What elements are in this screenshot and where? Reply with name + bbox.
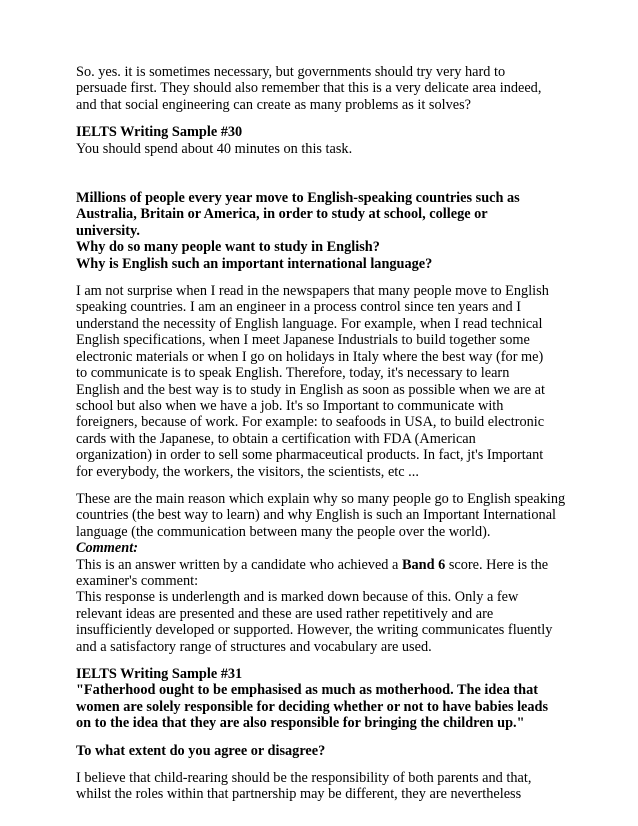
text-line: whilst the roles within that partnership may be different, they are nevertheless	[76, 786, 522, 803]
examiner-comment	[76, 540, 576, 655]
text-line: English specifications, when I meet Japanese Industrials to build together some	[76, 332, 530, 349]
text-line: and a satisfactory range of structures and vocabulary are used.	[76, 638, 432, 655]
sample-31-heading: IELTS Writing Sample #31	[76, 666, 243, 682]
text-line: English and the best way is to study in English as soon as possible when we are at	[76, 381, 545, 398]
text-line: Australia, Britain or America, in order to study at school, college or	[76, 206, 488, 223]
text-line: and that social engineering can create as many problems as it solves?	[76, 96, 472, 113]
text-line: Why do so many people want to study in English?	[76, 239, 380, 256]
text-line: to communicate is to speak English. Therefore, today, it's necessary to learn	[76, 365, 510, 382]
sample-31-header	[76, 666, 576, 732]
text-line: language (the communication between many the people over the world).	[76, 523, 491, 540]
band-score: Band 6	[401, 556, 446, 573]
text-line: on to the idea that they are also responsible for bringing the children up."	[76, 715, 525, 732]
text-line: So. yes. it is sometimes necessary, but governments should try very hard to	[76, 64, 506, 80]
text-line: understand the necessity of English language. For example, when I read technical	[76, 315, 543, 332]
text-line: I am not surprise when I read in the newspapers that many people move to English	[76, 283, 549, 300]
text-line: organization) in order to sell some pharmaceutical products. In fact, jt's Important	[76, 447, 544, 464]
text-line: school but also when we have a job. It's so Important to communicate with	[76, 397, 504, 414]
text-line: speaking countries. I am an engineer in a process control since ten years and I	[76, 299, 522, 316]
text-line: persuade first. They should also remember that this is a very delicate area indeed,	[76, 80, 542, 97]
sample-30-answer-paragraph-2	[76, 491, 576, 540]
paragraph-intro	[76, 64, 576, 113]
comment-intro-line	[76, 557, 576, 573]
sample-31-question	[76, 743, 576, 759]
text-line: cards with the Japanese, to obtain a certification with FDA (American	[76, 430, 476, 447]
text-line: relevant ideas are presented and these are used rather repetitively and are	[76, 605, 494, 622]
text-line: women are solely responsible for deciding whether or not to have babies leads	[76, 698, 549, 715]
text-line: "Fatherhood ought to be emphasised as much as motherhood. The idea that	[76, 682, 539, 699]
comment-label: Comment:	[76, 540, 138, 557]
text-line: for everybody, the workers, the visitors, the scientists, etc ...	[76, 463, 419, 480]
sample-30-heading: IELTS Writing Sample #30	[76, 124, 243, 141]
sample-31-answer	[76, 770, 576, 803]
sample-30-instruction: You should spend about 40 minutes on this task.	[76, 140, 353, 157]
sample-30-answer-paragraph-1	[76, 283, 576, 480]
text-line: examiner's comment:	[76, 572, 199, 589]
text-line: Millions of people every year move to English-speaking countries such as	[76, 190, 520, 207]
sample-30-header	[76, 124, 576, 157]
text-line: This response is underlength and is marked down because of this. Only a few	[76, 589, 519, 606]
comment-intro-suffix: score. Here is the	[445, 556, 549, 573]
text-line: university.	[76, 222, 140, 239]
text-line: To what extent do you agree or disagree?	[76, 742, 326, 759]
text-line: electronic materials or when I go on holidays in Italy where the best way (for me)	[76, 348, 544, 365]
sample-30-prompt	[76, 190, 576, 272]
comment-intro-text: This is an answer written by a candidate who achieved a	[76, 556, 402, 573]
text-line: countries (the best way to learn) and why English is such an Important International	[76, 507, 557, 524]
text-line: I believe that child-rearing should be the responsibility of both parents and that,	[76, 770, 532, 787]
text-line: foreigners, because of work. For example: to seafoods in USA, to build electronic	[76, 414, 545, 431]
text-line: insufficiently developed or supported. However, the writing communicates fluently	[76, 622, 553, 639]
text-line: These are the main reason which explain why so many people go to English speaking	[76, 490, 566, 507]
text-line: Why is English such an important international language?	[76, 255, 433, 272]
